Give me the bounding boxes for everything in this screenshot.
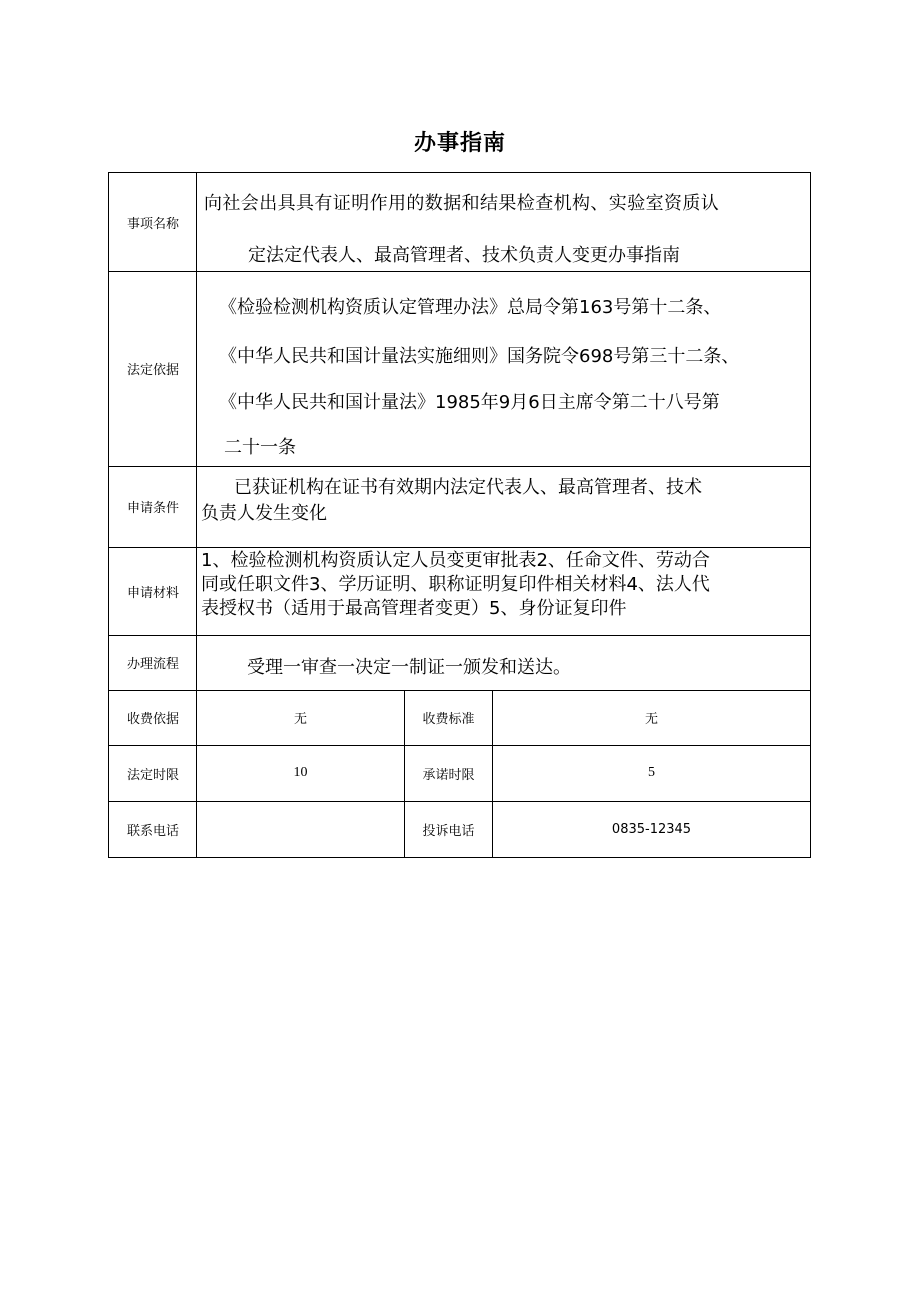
- item-name-line2: 定法定代表人、最高管理者、技术负责人变更办事指南: [248, 245, 680, 266]
- materials-line3: 表授权书（适用于最高管理者变更）5、身份证复印件: [201, 598, 627, 619]
- conditions-label: 申请条件: [126, 501, 179, 516]
- materials-label: 申请材料: [126, 585, 179, 601]
- process-text: 受理一审查一决定一制证一颁发和送达。: [247, 657, 571, 678]
- contact-phone-label: 联系电话: [126, 823, 179, 839]
- legal-basis-line3: 《中华人民共和国计量法》1985年9月6日主席令第二十八号第: [219, 392, 720, 413]
- conditions-line1: 已获证机构在证书有效期内法定代表人、最高管理者、技术: [234, 477, 702, 498]
- page-title: 办事指南: [413, 131, 506, 156]
- fee-basis-value: 无: [293, 712, 307, 727]
- conditions-line2: 负责人发生变化: [201, 503, 327, 524]
- guide-table: [108, 172, 811, 858]
- legal-basis-line1: 《检验检测机构资质认定管理办法》总局令第163号第十二条、: [219, 297, 722, 318]
- complaint-phone-label: 投诉电话: [422, 823, 475, 839]
- promise-time-value: 5: [648, 765, 655, 780]
- fee-standard-value: 无: [644, 712, 658, 727]
- contact-phone-value: [197, 801, 404, 857]
- item-name-label: 事项名称: [126, 216, 179, 232]
- complaint-phone-value: 0835-12345: [611, 821, 692, 837]
- materials-line1: 1、检验检测机构资质认定人员变更审批表2、任命文件、劳动合: [201, 550, 710, 571]
- legal-time-value: 10: [293, 765, 308, 780]
- legal-basis-line4: 二十一条: [224, 437, 296, 458]
- promise-time-label: 承诺时限: [422, 767, 475, 783]
- row-divider: [109, 635, 810, 636]
- row-divider: [109, 466, 810, 467]
- fee-basis-label: 收费依据: [126, 712, 179, 727]
- row-divider: [109, 271, 810, 272]
- legal-basis-line2: 《中华人民共和国计量法实施细则》国务院令698号第三十二条、: [219, 346, 740, 367]
- item-name-line1: 向社会出具具有证明作用的数据和结果检查机构、实验室资质认: [204, 193, 720, 214]
- materials-line2: 同或任职文件3、学历证明、职称证明复印件相关材料4、法人代: [201, 574, 710, 595]
- legal-basis-label: 法定依据: [126, 363, 179, 378]
- process-label: 办理流程: [126, 657, 179, 672]
- fee-standard-label: 收费标准: [422, 712, 475, 727]
- legal-time-label: 法定时限: [126, 767, 179, 783]
